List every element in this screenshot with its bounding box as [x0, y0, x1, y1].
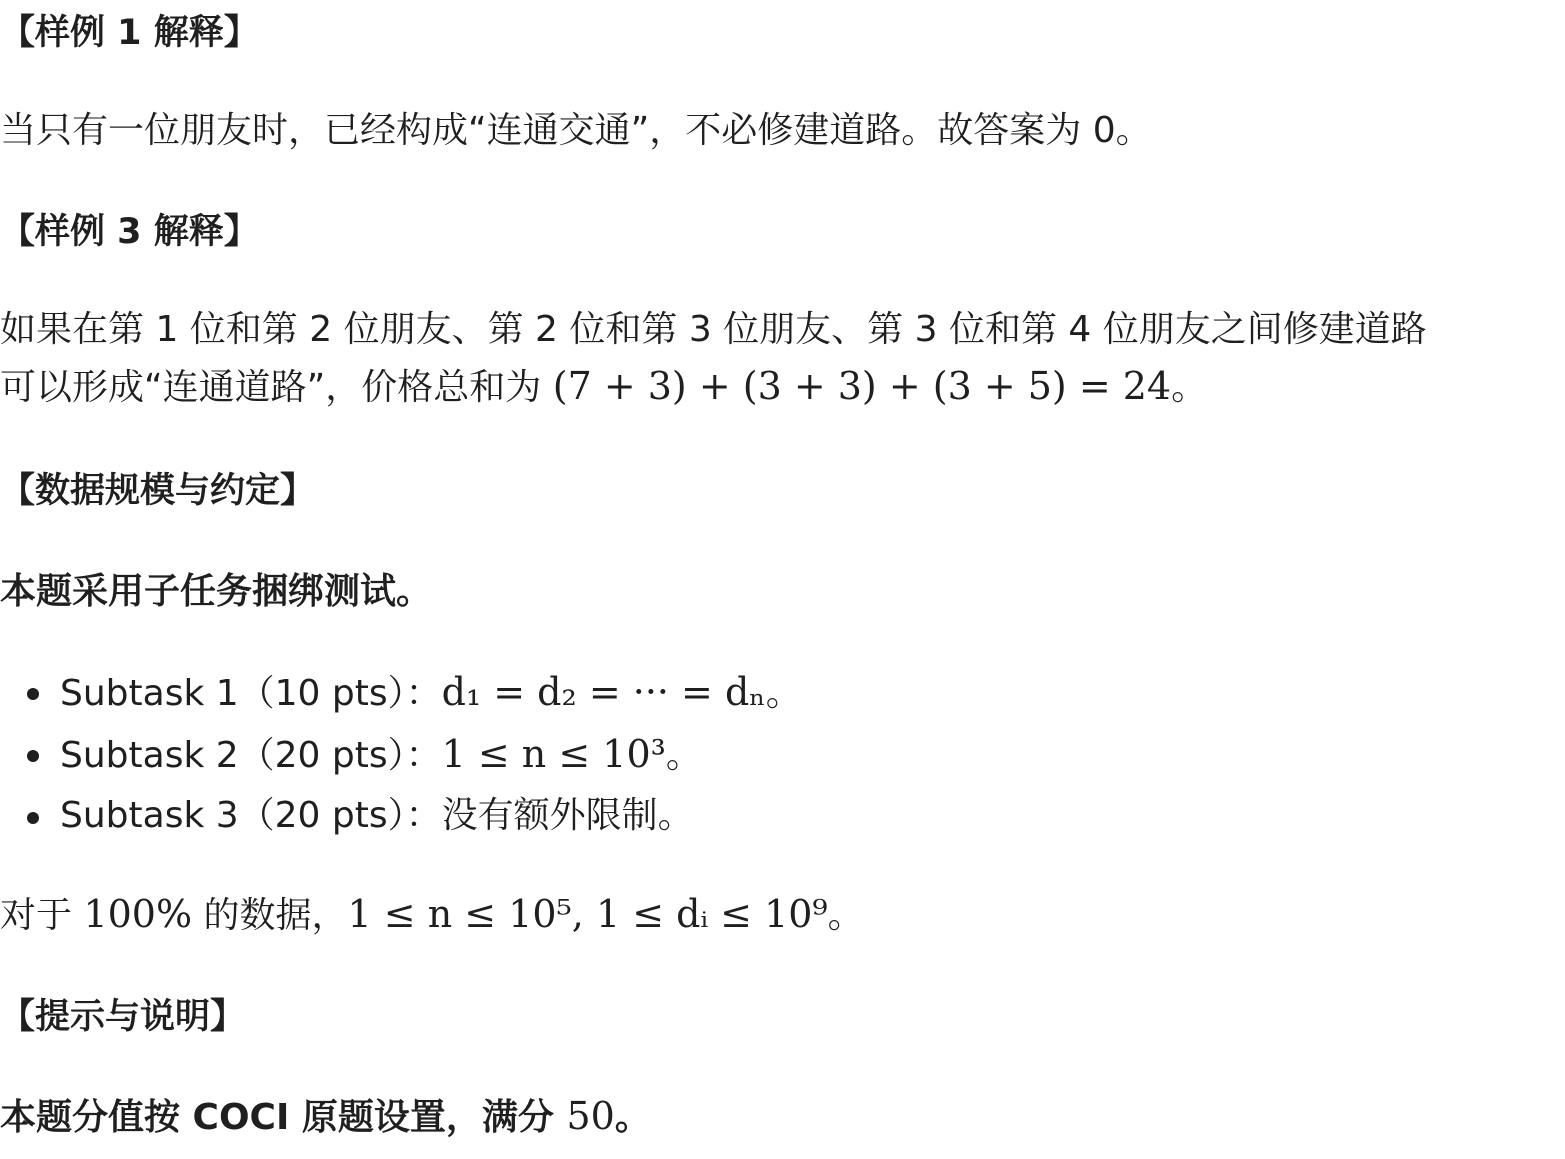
- bullet-icon: [27, 812, 39, 824]
- constraints-heading: 【数据规模与约定】: [0, 471, 316, 511]
- score-note-value: 50: [566, 1094, 615, 1138]
- subtask-2: [60, 732, 702, 778]
- bullet-icon: [27, 750, 39, 762]
- sample3-line2-end: 。: [1171, 367, 1208, 408]
- sample3-heading: 【样例 3 解释】: [0, 212, 259, 252]
- subtask-label: Subtask 3（20 pts）：: [60, 795, 442, 836]
- subtask-label: Subtask 1（10 pts）：: [60, 673, 442, 714]
- sample3-explanation-line2: [0, 364, 1207, 410]
- sample3-explanation-line1: 如果在第 1 位和第 2 位朋友、第 2 位和第 3 位朋友、第 3 位和第 4 位朋友之间修建道路: [0, 309, 1427, 350]
- sample3-line2-text: 可以形成“连通道路”，价格总和为: [0, 367, 553, 408]
- full-range-mid: 的数据，: [192, 895, 348, 936]
- bullet-icon: [27, 688, 39, 700]
- full-range-formula: 1 ≤ n ≤ 10⁵, 1 ≤ dᵢ ≤ 10⁹: [347, 892, 828, 936]
- score-note-end: 。: [614, 1097, 651, 1138]
- subtask-end: 。: [765, 673, 802, 714]
- full-range-prefix: 对于: [0, 895, 84, 936]
- sample3-sum-formula: (7 + 3) + (3 + 3) + (3 + 5) = 24: [552, 364, 1172, 408]
- full-range-percent: 100%: [83, 892, 193, 936]
- subtask-end: 没有额外限制。: [441, 795, 694, 836]
- subtask-constraint: d₁ = d₂ = ··· = dₙ: [441, 670, 766, 714]
- subtask-constraint: 1 ≤ n ≤ 10³: [441, 732, 666, 776]
- score-note: [0, 1094, 651, 1140]
- full-range-constraint: [0, 892, 864, 938]
- hints-heading: 【提示与说明】: [0, 997, 246, 1037]
- full-range-end: 。: [827, 895, 864, 936]
- subtask-1: [60, 670, 802, 716]
- subtask-end: 。: [665, 735, 702, 776]
- sample1-explanation: 当只有一位朋友时，已经构成“连通交通”，不必修建道路。故答案为 0。: [0, 110, 1152, 151]
- bundling-note: 本题采用子任务捆绑测试。: [0, 571, 433, 612]
- subtask-label: Subtask 2（20 pts）：: [60, 735, 442, 776]
- sample1-heading: 【样例 1 解释】: [0, 13, 259, 53]
- score-note-prefix: 本题分值按 COCI 原题设置，满分: [0, 1097, 567, 1138]
- subtask-3: [60, 794, 694, 837]
